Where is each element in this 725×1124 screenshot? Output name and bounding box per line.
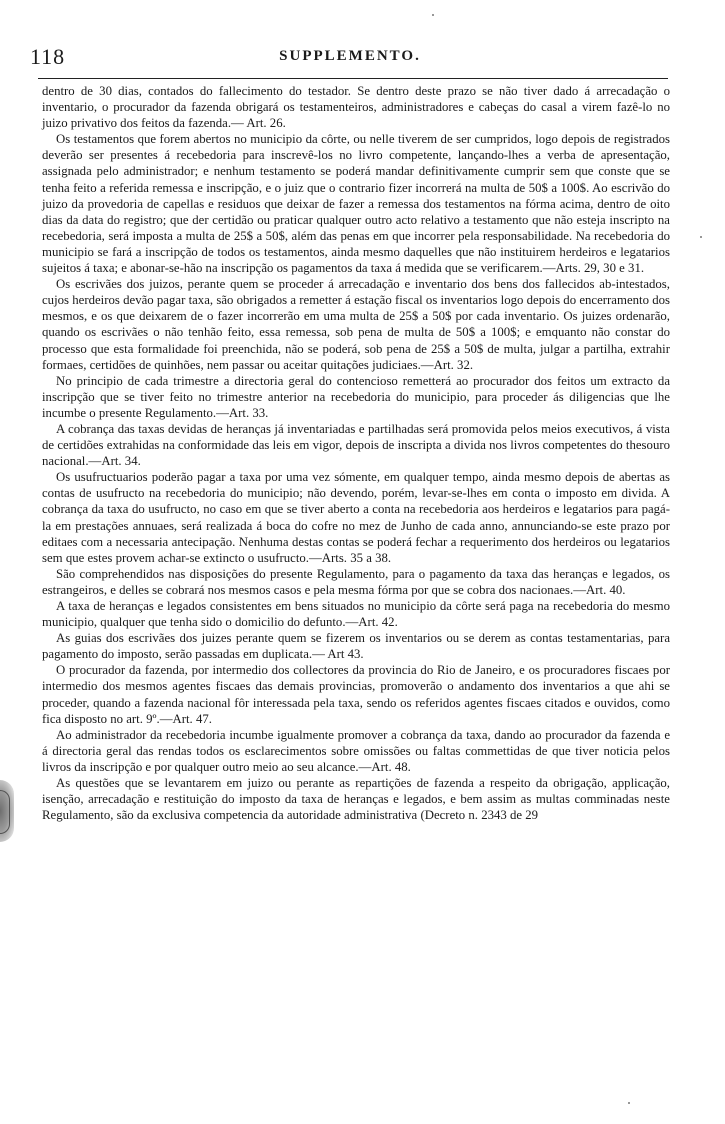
header-rule [38, 78, 668, 79]
paragraph: A taxa de heranças e legados consistentes em bens situados no municipio da côrte será paga na recebedoria do mesmo municipio, qualquer que tenha sido o domicilio do defunto.—Art. 42. [42, 599, 670, 630]
paragraph: As questões que se levantarem em juizo ou perante as repartições de fazenda a respeito da obrigação, applicação, isenção, arrecadação e restituição do imposto da taxa de heranças e legados, e bem assim as multas comminadas neste Regulamento, são da exclusiva competencia da autoridade administrativa (Decreto n. 2343 de 29 [42, 776, 670, 823]
library-stamp-mark [0, 780, 14, 842]
paper-speck [628, 1102, 630, 1104]
paragraph: São comprehendidos nas disposições do presente Regulamento, para o pagamento da taxa das heranças e legados, os estrangeiros, e delles se cobrará nos mesmos casos e pela mesma fórma por que se cobra dos nacionaes.—Art. 40. [42, 566, 670, 597]
body-text [42, 83, 670, 823]
paragraph: Ao administrador da recebedoria incumbe igualmente promover a cobrança da taxa, dando ao procurador da fazenda e á directoria geral das rendas todos os esclarecimentos sobre omissões ou faltas commettidas de que tiver noticia pelos livros da inscripção e por qualquer outro meio ao seu alcance.—Art. 48. [42, 727, 670, 774]
running-title: SUPPLEMENTO. [279, 48, 421, 64]
paragraph: No principio de cada trimestre a directoria geral do contencioso remetterá ao procurador dos feitos um extracto da inscripção que se tiver feito no trimestre anterior na recebedoria do municipio, para proceder ás diligencias que lhe incumbe o presente Regulamento.—Art. 33. [42, 373, 670, 420]
page-header [30, 44, 670, 74]
page-number: 118 [30, 44, 66, 69]
paper-speck [432, 14, 434, 16]
paragraph: Os usufructuarios poderão pagar a taxa por uma vez sómente, em qualquer tempo, ainda mesmo depois de abertas as contas de usufructo na recebedoria do municipio; não devendo, porém, levar-se-lhes em conta o imposto em divida. A cobrança da taxa do usufructo, no caso em que se tiver aberto a conta na recebedoria aos herdeiros e legatarios para pagá-la em prestações annuaes, será realizada á boca do cofre no mez de Junho de cada anno, annunciando-se este prazo por editaes com a necessaria antecipação. Nenhuma destas contas se poderá fechar a requerimento dos herdeiros ou legatarios sem que estes provem achar-se extincto o usufructo.—Arts. 35 a 38. [42, 470, 670, 565]
paragraph: Os escrivães dos juizos, perante quem se proceder á arrecadação e inventario dos bens dos fallecidos ab-intestados, cujos herdeiros devão pagar taxa, são obrigados a remetter á estação fiscal os inventarios logo depois do encerramento dos mesmos, e os que deixarem de o fazer incorrerão em uma multa de 25$ a 50$ por cada inventario. Os juizes ordenarão, quando os escrivães o não tenhão feito, essa remessa, sob pena de multa de 50$ a 100$; e emquanto não constar do processo que esta formalidade foi preenchida, não se poderá, sob pena de 25$ a 50$ de multa, julgar a partilha, extrahir formaes, certidões de quinhões, nem passar ou aceitar quitações judiciaes.—Art. 32. [42, 277, 670, 372]
paper-speck [700, 236, 702, 238]
paragraph: A cobrança das taxas devidas de heranças já inventariadas e partilhadas será promovida pelos meios executivos, á vista de certidões extrahidas na conformidade das leis em vigor, depois de inscripta a divida nos livros competentes do thesouro nacional.—Art. 34. [42, 421, 670, 469]
paragraph: O procurador da fazenda, por intermedio dos collectores da provincia do Rio de Janeiro, e os procuradores fiscaes por intermedio dos mesmos agentes fiscaes das demais provincias, promoverão o andamento dos inventarios a que ahi se proceder, quando a fazenda nacional fôr interessada pela taxa, sendo os referidos agentes fiscaes citados e ouvidos, como fica disposto no art. 9º.—Art. 47. [42, 663, 670, 726]
paragraph: dentro de 30 dias, contados do fallecimento do testador. Se dentro deste prazo se não tiver dado á arrecadação o inventario, o procurador da fazenda obrigará os testamenteiros, administradores e cabeças do casal a virem fazê-lo no juizo privativo dos feitos da fazenda.— Art. 26. [42, 84, 670, 131]
paragraph: As guias dos escrivães dos juizes perante quem se fizerem os inventarios ou se derem as contas testamentarias, para pagamento do imposto, serão passadas em duplicata.— Art 43. [42, 631, 670, 662]
library-stamp-ring [0, 790, 10, 834]
paragraph: Os testamentos que forem abertos no municipio da côrte, ou nelle tiverem de ser cumpridos, logo depois de registrados deverão ser presentes á recebedoria para inscrevê-los no livro competente, lançando-lhes a verba de apresentação, assignada pelo administrador; e nenhum testamento se poderá mandar definitivamente cumprir sem que conste que se tenha feito a referida remessa e inscripção, e o juiz que o contrario fizer incorrerá na multa de 50$ a 100$. Ao escrivão do juizo da provedoria de capellas e residuos que deixar de fazer a remessa dos testamentos na fórma acima, dentro de oito dias da data do registro; que der certidão ou praticar qualquer outro acto relativo a testamento que não esteja inscripto na recebedoria, será imposta a multa de 25$ a 50$, além das penas em que incorrer pela responsabilidade. Na recebedoria do municipio se fará a inscripção de todos os testamentos, ainda mesmo daquelles que não instituirem herdeiros e legatarios sujeitos á taxa; e abonar-se-hão na inscripção os pagamentos da taxa á medida que se verificarem.—Arts. 29, 30 e 31. [42, 132, 670, 276]
